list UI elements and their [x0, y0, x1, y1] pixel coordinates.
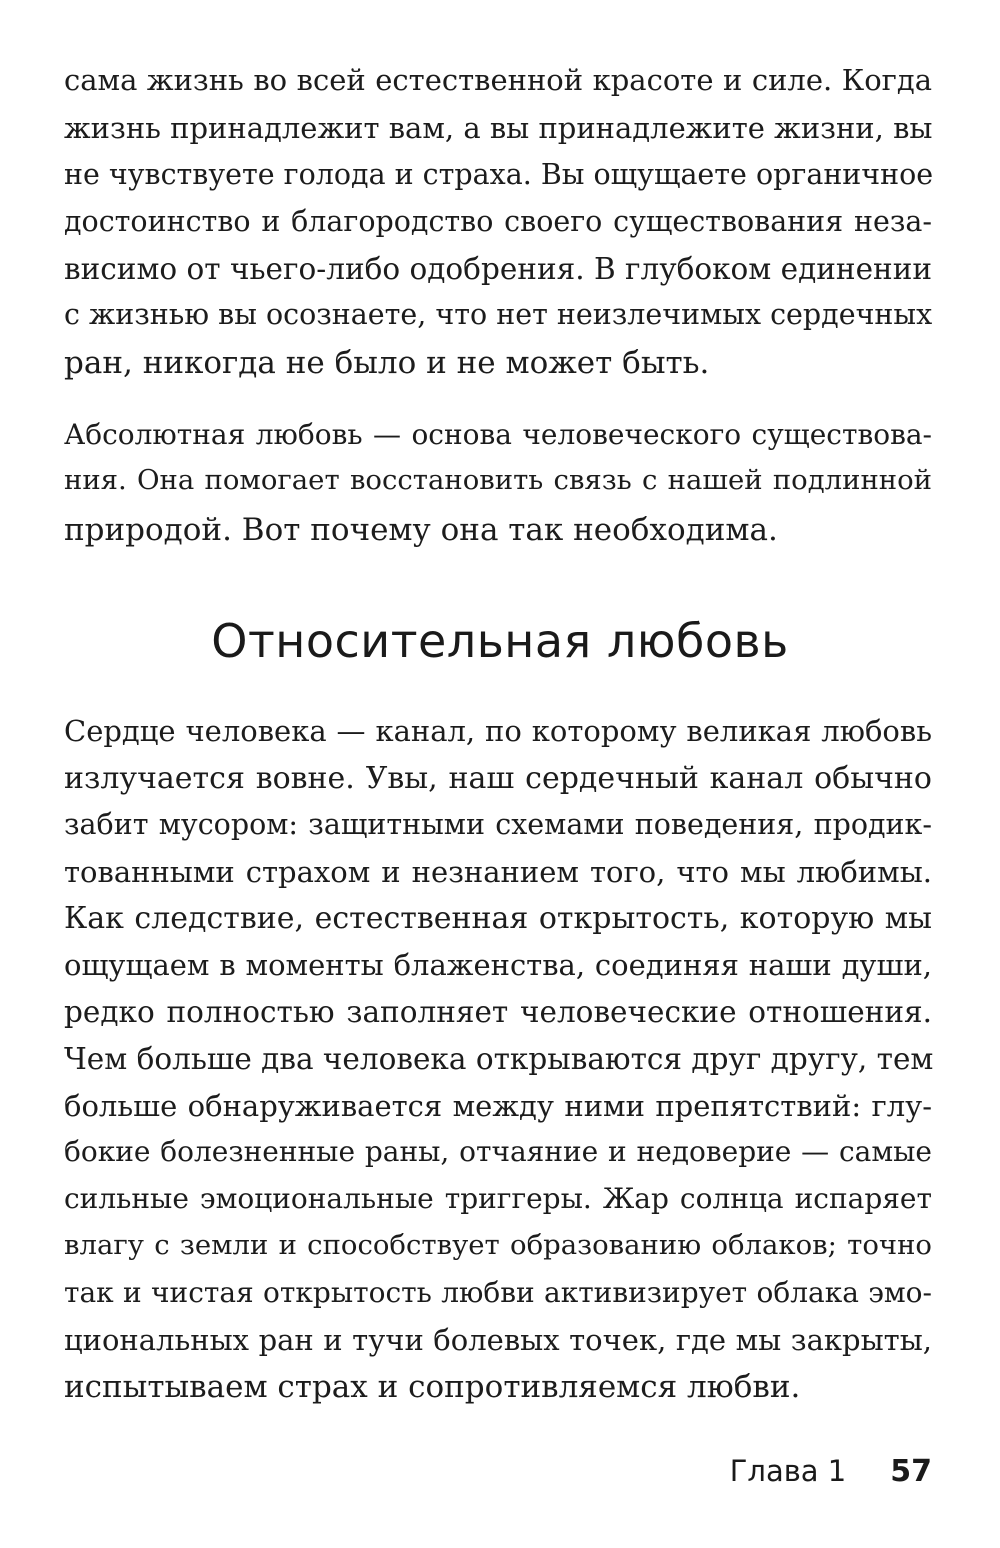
text-line: ния. Она помогает восстановить связь с нашей подлинной: [64, 464, 932, 496]
text-line: влагу с земли и способствует образованию облаков; точно: [64, 1229, 932, 1261]
text-line: Чем больше два человека открываются друг другу, тем: [64, 1042, 934, 1076]
text-line: природой. Вот почему она так необходима.: [64, 512, 778, 548]
section-heading: Относительная любовь: [211, 614, 789, 668]
text-line: Сердце человека — канал, по которому великая любовь: [64, 714, 932, 748]
text-line: не чувствуете голода и страха. Вы ощущаете органичное: [64, 158, 934, 191]
text-line: бокие болезненные раны, отчаяние и недоверие — самые: [64, 1135, 932, 1168]
text-line: так и чистая открытость любви активизирует облака эмо-: [64, 1276, 932, 1309]
text-line: сильные эмоциональные триггеры. Жар солнца испаряет: [64, 1182, 932, 1215]
text-line: висимо от чьего-либо одобрения. В глубоком единении: [64, 252, 933, 286]
text-line: ощущаем в моменты блаженства, соединяя наши души,: [64, 948, 932, 982]
text-line: забит мусором: защитными схемами поведения, продик-: [64, 808, 932, 841]
text-line: тованными страхом и незнанием того, что мы любимы.: [64, 855, 932, 889]
text-line: циональных ран и тучи болевых точек, где мы закрыты,: [64, 1323, 932, 1357]
text-line: излучается вовне. Увы, наш сердечный канал обычно: [64, 761, 932, 796]
text-line: с жизнью вы осознаете, что нет неизлечимых сердечных: [64, 298, 933, 331]
text-line: больше обнаруживается между ними препятствий: глу-: [64, 1089, 932, 1123]
text-line: испытываем страх и сопротивляемся любви.: [64, 1369, 801, 1405]
text-line: сама жизнь во всей естественной красоте и силе. Когда: [64, 63, 932, 97]
page-footer: [730, 1454, 932, 1494]
text-line: Как следствие, естественная открытость, которую мы: [64, 901, 932, 936]
page-number: 57: [890, 1454, 932, 1489]
text-line: Абсолютная любовь — основа человеческого существова-: [64, 418, 932, 451]
text-line: ран, никогда не было и не может быть.: [64, 345, 710, 381]
text-line: жизнь принадлежит вам, а вы принадлежите жизни, вы: [64, 111, 933, 145]
text-line: достоинство и благородство своего существования неза-: [64, 205, 932, 238]
chapter-label: Глава 1: [729, 1454, 847, 1488]
text-line: редко полностью заполняет человеческие отношения.: [64, 995, 932, 1029]
